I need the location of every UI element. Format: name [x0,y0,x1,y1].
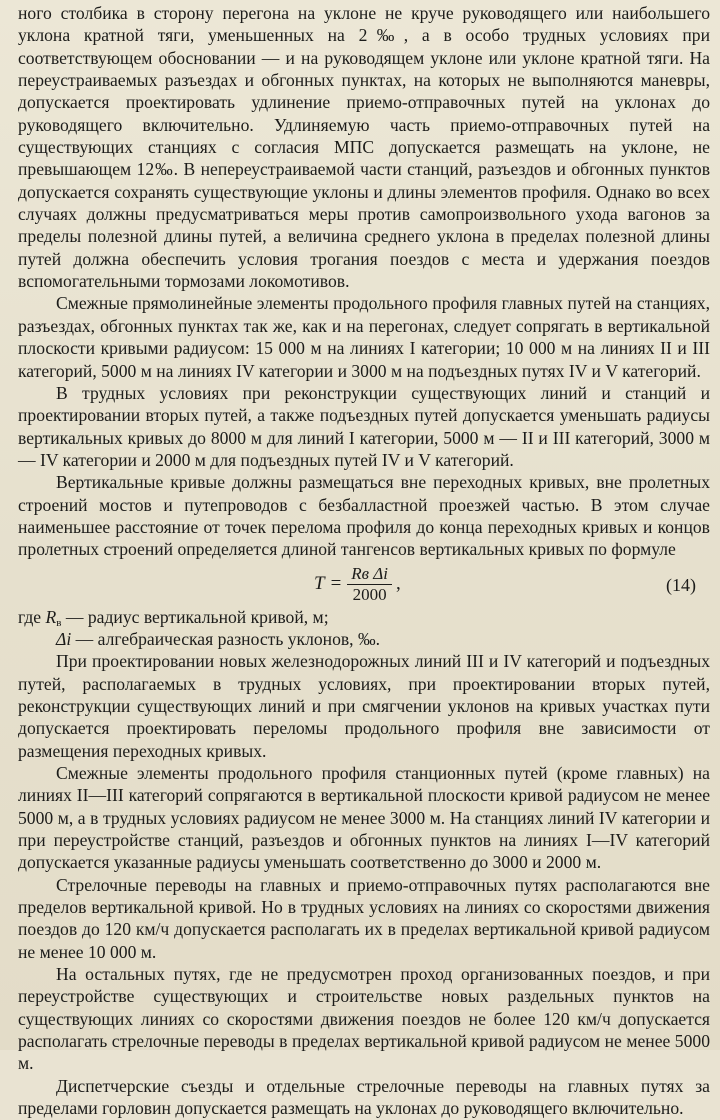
formula-14 [18,564,710,604]
formula-number: (14) [666,574,696,595]
paragraph-profile-breaks: При проектировании новых железнодорожных линий III и IV категорий и подъездных путей, располагаемых в трудных условиях, при проектировании вторых путей, реконструкции существующих линий и при смягчении уклонов на кривых участках пути допускается проектировать переломы продольного профиля вне зависимости от размещения переходных кривых. [18,651,710,761]
formula-lhs: T [314,573,325,595]
paragraph-switches-main-tracks: Стрелочные переводы на главных и приемо-отправочных путях располагаются вне пределов вертикальной кривой. Но в трудных условиях на линиях со скоростями движения поездов до 120 км/ч допускается располагать их в пределах вертикальной кривой радиусом не менее 10 000 м. [18,874,710,962]
radius-definition: — радиус вертикальной кривой, м; [65,606,329,627]
paragraph-station-slopes: ного столбика в сторону перегона на уклоне не круче руководящего или наибольшего уклона кратной тяги, уменьшенных на 2‰, а в особо трудных условиях при соответствующем обосновании — и на руководящем уклоне или уклоне кратной тяги. На переустраиваемых разъездах и обгонных пунктах, на которых не выполняются маневры, допускается проектировать удлинение приемо-отправочных путей на уклонах до руководящего включительно. Удлиняемую часть приемо-отправочных путей на существующих станциях с согласия МПС допускается размещать на уклоне, не превышающем 12‰. В непереустраиваемой части станций, разъездов и обгонных пунктов допускается сохранять существующие уклоны и длины элементов профиля. Однако во всех случаях должны предусматриваться меры против самопроизвольного ухода вагонов за пределы полезной длины путей, а величина среднего уклона в пределах полезной длины путей должна обеспечить условия трогания поездов с места и удержания поездов вспомогательными тормозами локомотивов. [18,3,710,292]
delta-i-symbol: Δi [56,628,72,649]
formula-fraction [347,565,392,604]
where-intro: где [18,606,42,627]
delta-i-definition: — алгебраическая разность уклонов, ‰. [75,628,380,649]
paragraph-station-track-radii: Смежные элементы продольного профиля станционных путей (кроме главных) на линиях II—III категорий сопрягаются в вертикальной плоскости кривой радиусом не менее 5000 м, а в трудных условиях радиусом не менее 3000 м. На станциях линий IV категории и при переустройстве станций, разъездов и обгонных пунктов на линиях I—IV категорий допускается указанные радиусы уменьшать соответственно до 3000 и 2000 м. [18,763,710,873]
paragraph-reduced-radii: В трудных условиях при реконструкции существующих линий и станций и проектировании вторых путей, а также подъездных путей допускается уменьшать радиусы вертикальных кривых до 8000 м для линий I категории, 5000 м — II и III категорий, 3000 м — IV категории и 2000 м для подъездных путей IV и V категорий. [18,382,710,470]
formula-equals: = [330,573,342,595]
formula-denominator: 2000 [352,585,387,605]
formula-numerator: Rв Δi [347,565,392,585]
paragraph-dispatcher-crossovers: Диспетчерские съезды и отдельные стрелочные переводы на главных путях за пределами горловин допускается размещать на уклонах до руководящего включительно. [18,1075,710,1119]
paragraph-vertical-curve-radii: Смежные прямолинейные элементы продольного профиля главных путей на станциях, разъездах, обгонных пунктах так же, как и на перегонах, следует сопрягать в вертикальной плоскости кривыми радиусом: 15 000 м на линиях I категории; 10 000 м на линиях II и III категорий, 5000 м на линиях IV категории и 3000 м на подъездных путях IV и V категорий. [18,293,710,381]
paragraph-switches-other-tracks: На остальных путях, где не предусмотрен проход организованных поездов, и при переустройстве существующих и строительстве новых раздельных пунктов на существующих линиях со скоростями движения поездов не более 120 км/ч допускается располагать стрелочные переводы в пределах вертикальной кривой радиусом не менее 5000 м. [18,964,710,1074]
formula-comma: , [396,573,401,595]
radius-symbol: R [45,606,57,627]
radius-subscript: в [56,616,62,629]
where-line-radius [18,606,710,628]
paragraph-curve-placement: Вертикальные кривые должны размещаться вне переходных кривых, вне пролетных строений мостов и путепроводов с безбалластной проезжей частью. В этом случае наименьшее расстояние от точек перелома профиля до конца переходных кривых и концов пролетных строений определяется длиной тангенсов вертикальных кривых по формуле [18,472,710,560]
where-line-slope-diff [18,628,710,650]
formula-body [314,566,401,604]
